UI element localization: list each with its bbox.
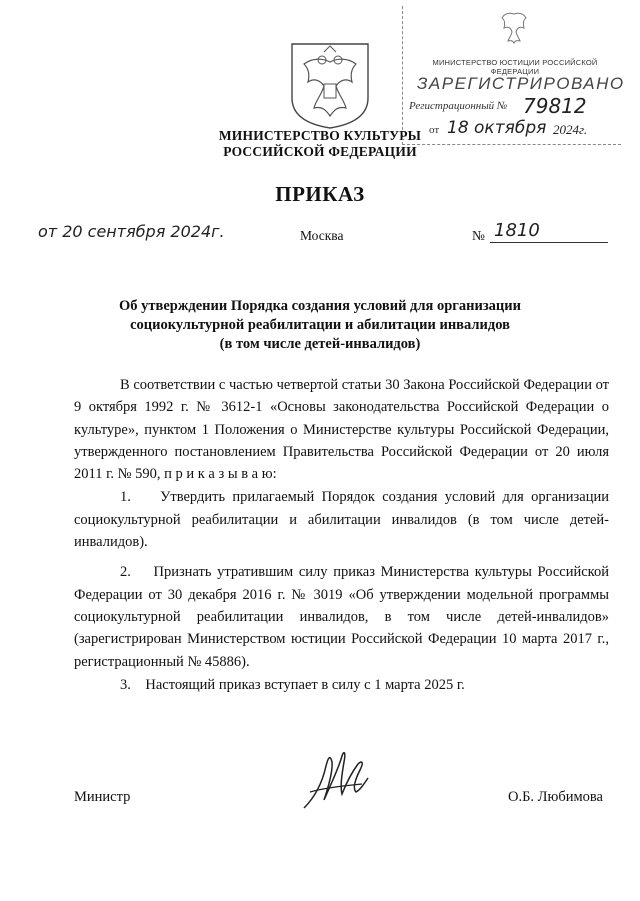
stamp-date: 18 октября [447,118,547,138]
coat-of-arms-icon [286,38,374,130]
order-number: 1810 [494,220,540,241]
stamp-from-label: от [429,124,440,136]
stamp-ministry: МИНИСТЕРСТВО ЮСТИЦИИ РОССИЙСКОЙ ФЕДЕРАЦИИ [432,58,598,76]
heading-line-2: социокультурной реабилитации и абилитации инвалидов [130,317,510,333]
order-number-label: № [472,228,485,243]
ministry-line-2: РОССИЙСКОЙ ФЕДЕРАЦИИ [223,144,417,159]
item-3-paragraph: 3. Настоящий приказ вступает в силу с 1 марта 2025 г. [120,676,465,693]
ministry-line-1: МИНИСТЕРСТВО КУЛЬТУРЫ [218,128,422,143]
item-2-paragraph: 2. Признать утратившим силу приказ Министерства культуры Российской Федерации от 30 декабря 2016 г. № 3019 «Об утверждении модельной программы социокультурной реабилитации инвалидов, в том числе детей-инвалидов» (зарегистрирован Министерством юстиции Российской Федерации 10 марта 2017 г., регистрационный № 45886). [74,564,609,670]
order-heading [60,297,580,354]
heading-line-3: (в том числе детей-инвалидов) [219,336,421,352]
stamp-emblem-icon [499,10,529,44]
stamp-year: 2024г. [553,122,588,137]
stamp-reg-number: 79812 [523,94,587,118]
order-body [74,374,609,696]
order-number-underline [490,242,608,243]
document-title: ПРИКАЗ [275,182,365,206]
heading-line-1: Об утверждении Порядка создания условий для организации [119,298,521,314]
stamp-registered: ЗАРЕГИСТРИРОВАНО [417,74,625,93]
order-city: Москва [300,228,344,243]
preamble-paragraph: В соответствии с частью четвертой статьи 30 Закона Российской Федерации от 9 октября 1992 г. № 3612-1 «Основы законодательства Российской Федерации о культуре», пунктом 1 Положения о Министерстве культуры Российской Федерации, утвержденного постановлением Правительства Российской Федерации от 20 июля 2011 г. № 590, п р и к а з ы в а ю: [74,377,609,483]
signer-title: Министр [74,789,131,805]
stamp-reg-label: Регистрационный № [409,100,508,112]
registration-stamp [402,6,625,145]
item-1-paragraph: 1. Утвердить прилагаемый Порядок создания условий для организации социокультурной реабилитации и абилитации инвалидов (в том числе детей-инвалидов). [74,489,609,551]
signer-name: О.Б. Любимова [508,789,603,805]
signature-image [300,748,370,814]
order-date: от 20 сентября 2024г. [38,222,225,241]
